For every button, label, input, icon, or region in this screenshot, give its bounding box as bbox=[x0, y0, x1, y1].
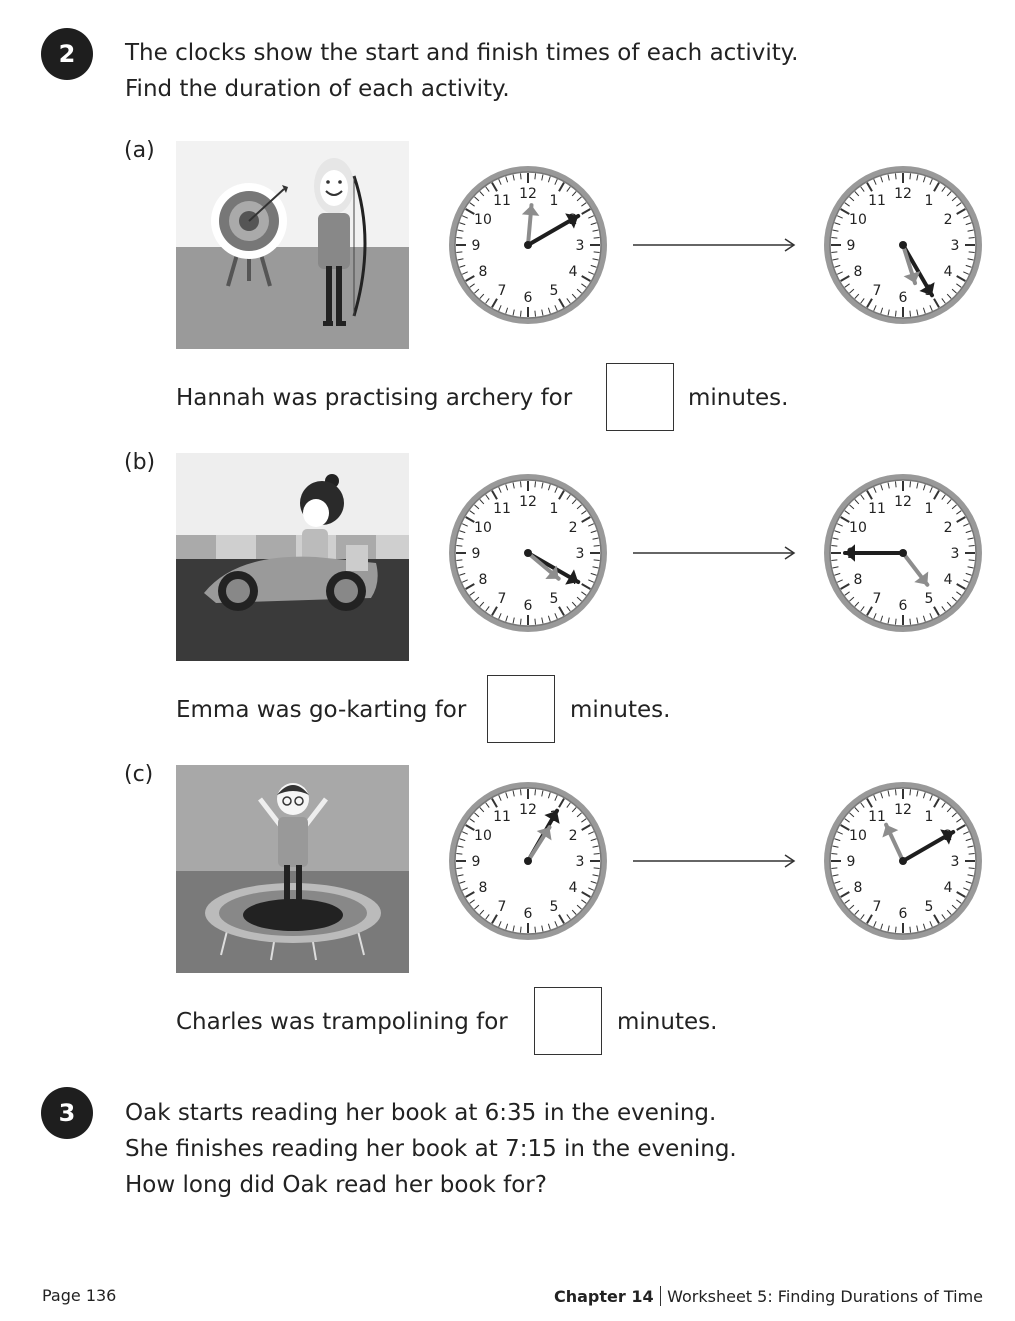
clock-numeral: 1 bbox=[924, 192, 934, 209]
clock-numeral: 6 bbox=[898, 906, 908, 922]
clock-numeral: 4 bbox=[943, 880, 953, 896]
clock-numeral: 6 bbox=[523, 598, 533, 614]
clock-numeral: 2 bbox=[568, 828, 578, 844]
clock-numeral: 8 bbox=[478, 264, 488, 280]
clock-numeral: 11 bbox=[868, 808, 886, 825]
clock-numeral: 10 bbox=[474, 520, 492, 536]
answer-box-c[interactable] bbox=[534, 987, 602, 1055]
clock-numeral: 10 bbox=[849, 828, 867, 844]
clock-numeral: 1 bbox=[924, 500, 934, 517]
clock-numeral: 9 bbox=[846, 238, 856, 254]
clock-numeral: 6 bbox=[523, 906, 533, 922]
clock-numeral: 8 bbox=[853, 572, 863, 588]
clock-numeral: 10 bbox=[849, 520, 867, 536]
part-label-a: (a) bbox=[124, 138, 155, 163]
clock-numeral: 8 bbox=[853, 880, 863, 896]
sentence-b-before: Emma was go-karting for bbox=[176, 697, 467, 723]
trampoline-illustration bbox=[176, 765, 409, 973]
clock-c-start bbox=[447, 780, 609, 942]
clock-numeral: 5 bbox=[924, 899, 934, 916]
clock-a-start bbox=[447, 164, 609, 326]
part-label-b: (b) bbox=[124, 450, 156, 475]
chapter-footer bbox=[554, 1286, 983, 1306]
clock-numeral: 9 bbox=[471, 854, 481, 870]
clock-b-end bbox=[822, 472, 984, 634]
clock-numeral: 5 bbox=[549, 899, 559, 916]
clock-b-start bbox=[447, 472, 609, 634]
clock-numeral: 2 bbox=[568, 520, 578, 536]
clock-numeral: 2 bbox=[943, 520, 953, 536]
clock-numeral: 7 bbox=[497, 283, 507, 300]
answer-box-a[interactable] bbox=[606, 363, 674, 431]
page-number: Page 136 bbox=[42, 1286, 117, 1305]
clock-numeral: 4 bbox=[943, 572, 953, 588]
question-number: 3 bbox=[58, 1099, 76, 1127]
clock-numeral: 12 bbox=[894, 494, 912, 510]
clock-numeral: 11 bbox=[493, 500, 511, 517]
clock-numeral: 3 bbox=[575, 546, 585, 562]
answer-box-b[interactable] bbox=[487, 675, 555, 743]
clock-numeral: 8 bbox=[853, 264, 863, 280]
chapter-label: Chapter 14 bbox=[554, 1287, 654, 1306]
sentence-c-before: Charles was trampolining for bbox=[176, 1009, 508, 1035]
arrow-right-icon bbox=[633, 851, 797, 871]
clock-numeral: 9 bbox=[471, 238, 481, 254]
footer-divider bbox=[660, 1286, 662, 1306]
question-line: Oak starts reading her book at 6:35 in the evening. bbox=[125, 1100, 717, 1126]
clock-numeral: 1 bbox=[549, 500, 559, 517]
sentence-a-before: Hannah was practising archery for bbox=[176, 385, 573, 411]
clock-numeral: 6 bbox=[523, 290, 533, 306]
question-number: 2 bbox=[58, 40, 76, 68]
arrow-right-icon bbox=[633, 235, 797, 255]
clock-numeral: 4 bbox=[943, 264, 953, 280]
clock-numeral: 5 bbox=[549, 591, 559, 608]
clock-a-end bbox=[822, 164, 984, 326]
clock-numeral: 3 bbox=[950, 546, 960, 562]
clock-numeral: 3 bbox=[575, 238, 585, 254]
clock-numeral: 8 bbox=[478, 572, 488, 588]
clock-numeral: 5 bbox=[549, 283, 559, 300]
clock-numeral: 7 bbox=[872, 899, 882, 916]
question-line: How long did Oak read her book for? bbox=[125, 1172, 547, 1198]
clock-numeral: 10 bbox=[474, 212, 492, 228]
question-number-badge bbox=[41, 28, 93, 80]
sentence-a-after: minutes. bbox=[688, 385, 789, 411]
clock-numeral: 8 bbox=[478, 880, 488, 896]
clock-numeral: 3 bbox=[950, 238, 960, 254]
worksheet-title: Worksheet 5: Finding Durations of Time bbox=[667, 1287, 983, 1306]
question-line: She finishes reading her book at 7:15 in the evening. bbox=[125, 1136, 737, 1162]
clock-numeral: 10 bbox=[849, 212, 867, 228]
clock-numeral: 7 bbox=[872, 591, 882, 608]
clock-numeral: 10 bbox=[474, 828, 492, 844]
archery-illustration bbox=[176, 141, 409, 349]
clock-numeral: 7 bbox=[497, 899, 507, 916]
clock-numeral: 6 bbox=[898, 598, 908, 614]
part-label-c: (c) bbox=[124, 762, 154, 787]
question-line: The clocks show the start and finish times of each activity. bbox=[125, 40, 799, 66]
go-kart-illustration bbox=[176, 453, 409, 661]
question-3-text bbox=[125, 1095, 737, 1203]
question-number-badge bbox=[41, 1087, 93, 1139]
clock-numeral: 11 bbox=[868, 192, 886, 209]
sentence-b-after: minutes. bbox=[570, 697, 671, 723]
clock-numeral: 3 bbox=[950, 854, 960, 870]
sentence-c-after: minutes. bbox=[617, 1009, 718, 1035]
clock-numeral: 9 bbox=[471, 546, 481, 562]
clock-numeral: 12 bbox=[894, 186, 912, 202]
clock-numeral: 4 bbox=[568, 880, 578, 896]
clock-numeral: 11 bbox=[493, 192, 511, 209]
clock-numeral: 7 bbox=[872, 283, 882, 300]
clock-numeral: 12 bbox=[519, 802, 537, 818]
clock-numeral: 1 bbox=[549, 192, 559, 209]
clock-numeral: 3 bbox=[575, 854, 585, 870]
clock-numeral: 6 bbox=[898, 290, 908, 306]
clock-numeral: 4 bbox=[568, 264, 578, 280]
clock-numeral: 1 bbox=[924, 808, 934, 825]
clock-numeral: 11 bbox=[868, 500, 886, 517]
clock-numeral: 7 bbox=[497, 591, 507, 608]
clock-numeral: 12 bbox=[894, 802, 912, 818]
question-2-text bbox=[125, 35, 798, 107]
question-line: Find the duration of each activity. bbox=[125, 76, 510, 102]
clock-numeral: 12 bbox=[519, 186, 537, 202]
clock-numeral: 5 bbox=[924, 591, 934, 608]
arrow-right-icon bbox=[633, 543, 797, 563]
clock-numeral: 12 bbox=[519, 494, 537, 510]
clock-numeral: 2 bbox=[943, 212, 953, 228]
clock-c-end bbox=[822, 780, 984, 942]
clock-numeral: 9 bbox=[846, 854, 856, 870]
clock-numeral: 11 bbox=[493, 808, 511, 825]
